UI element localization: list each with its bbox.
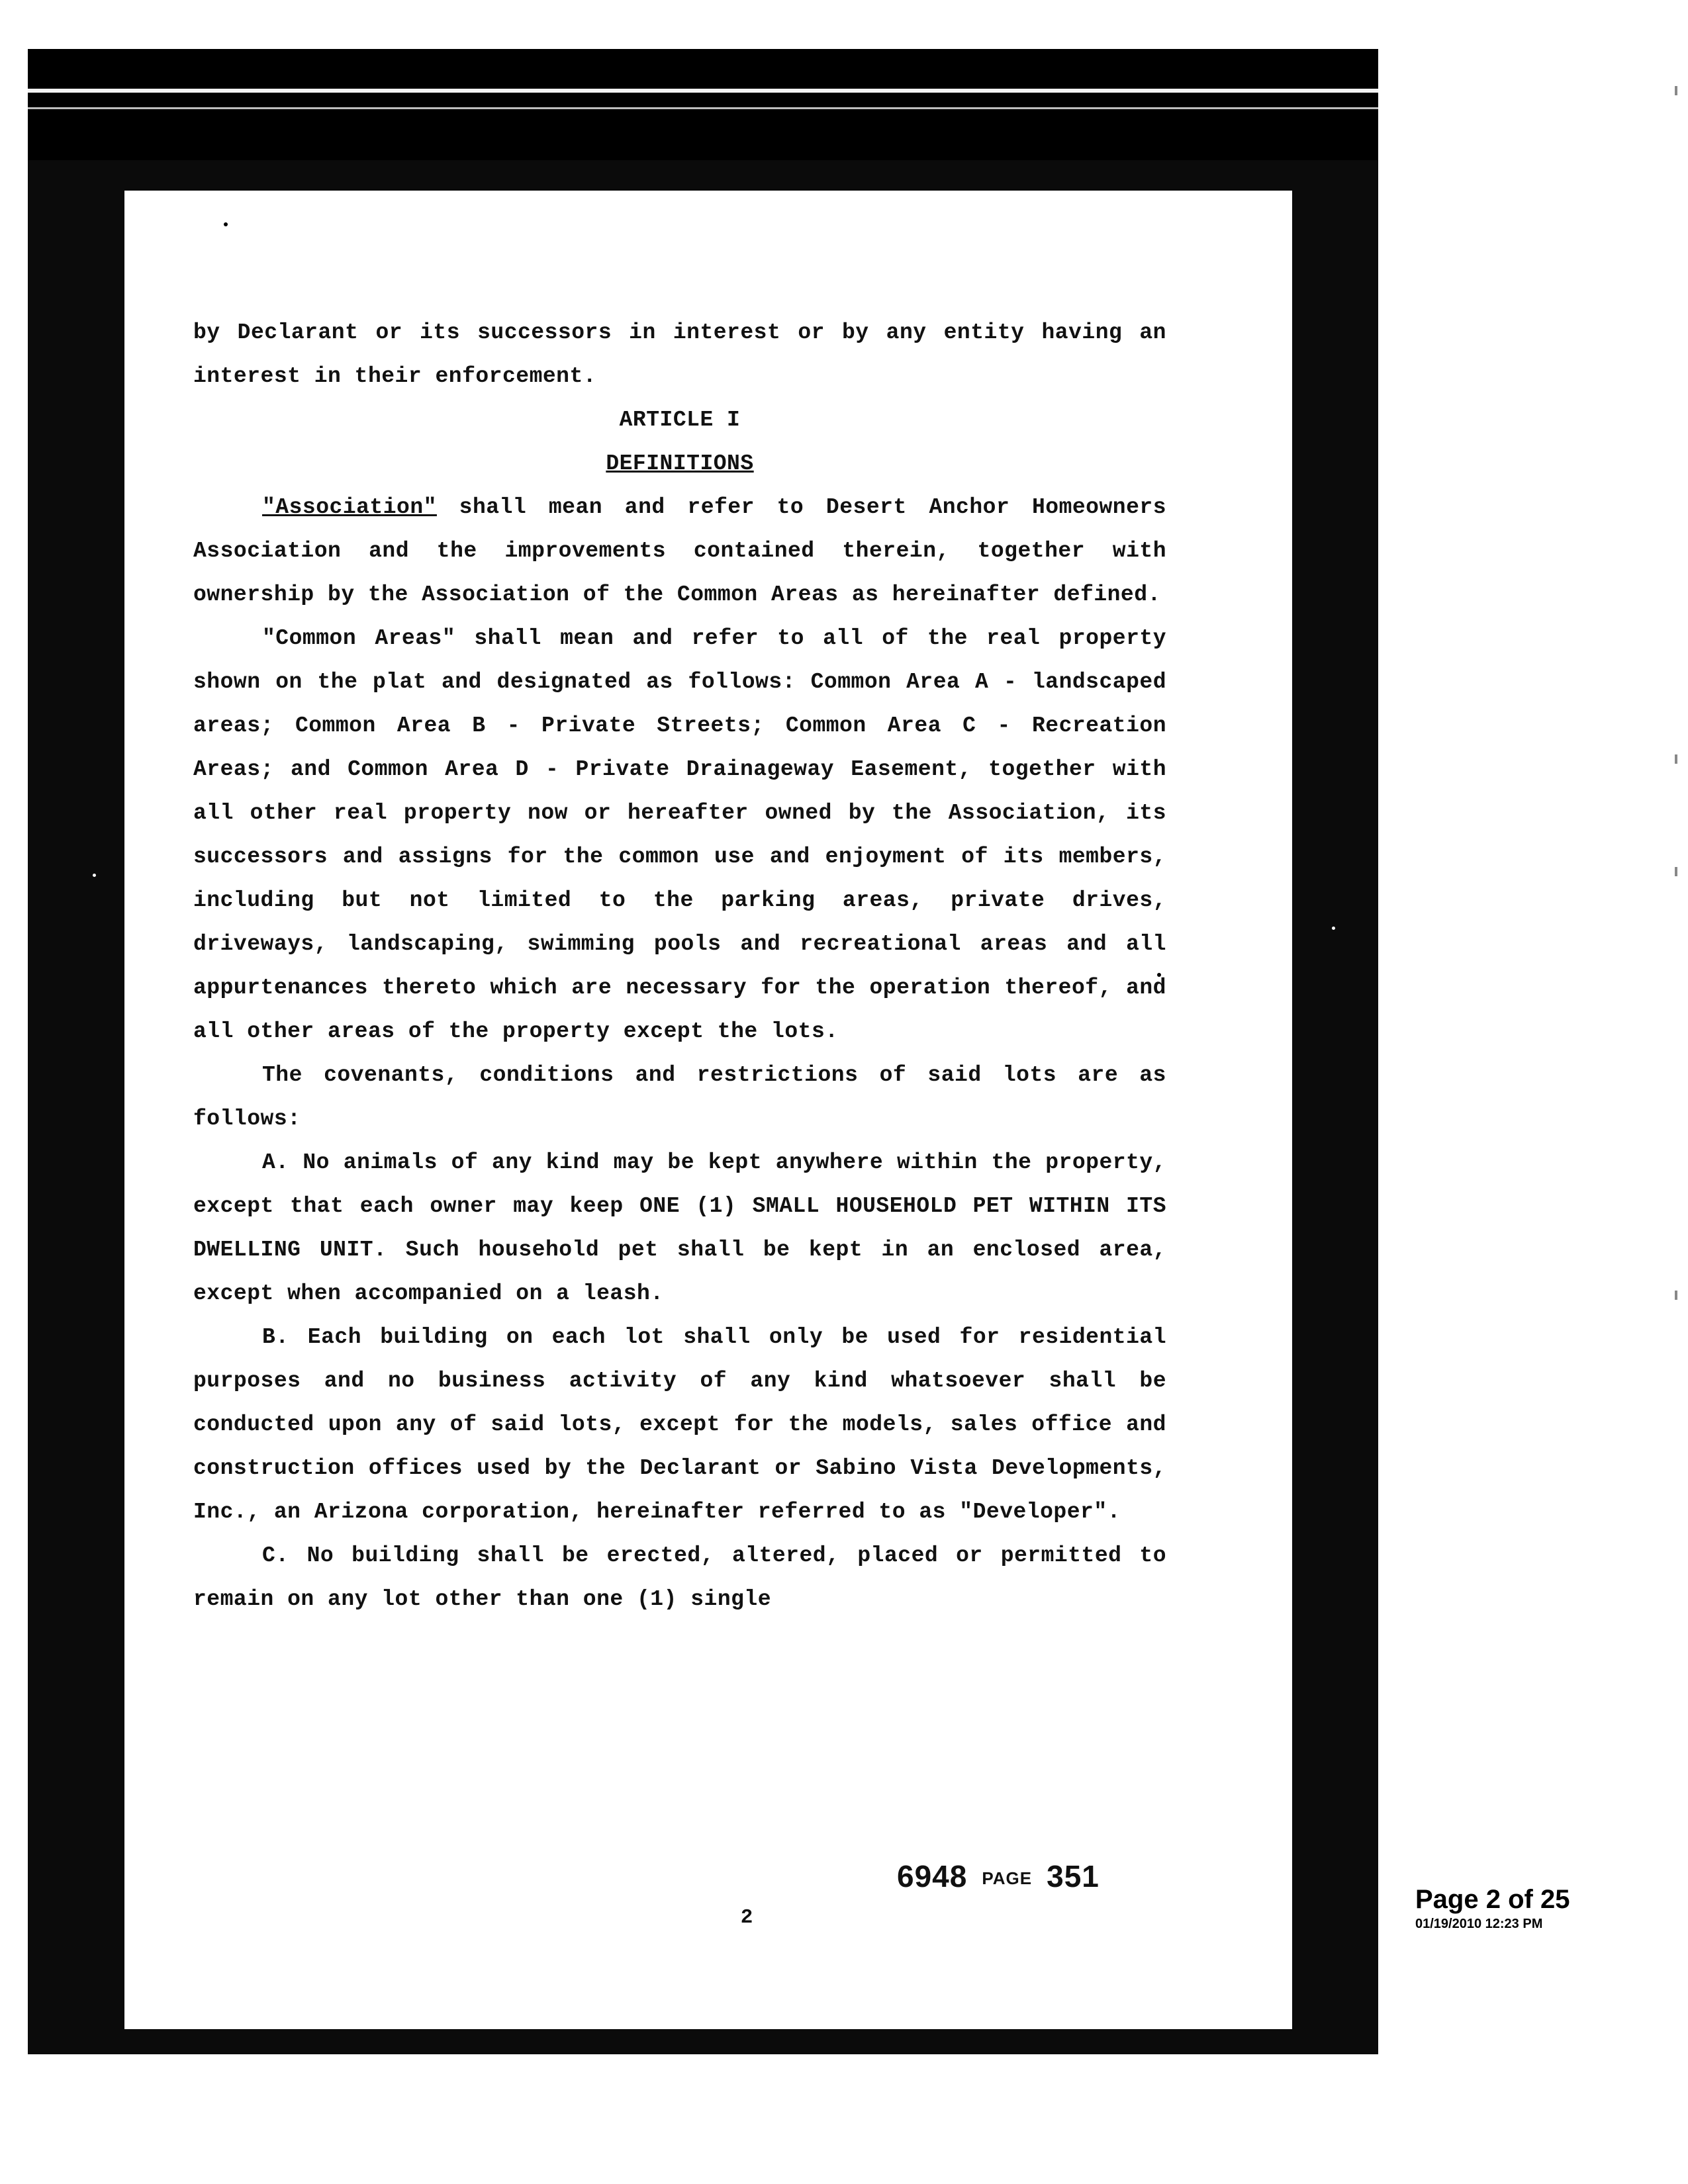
recorder-timestamp: 01/19/2010 12:23 PM — [1415, 1917, 1543, 1931]
edge-mark — [1675, 754, 1677, 764]
scan-top-band — [28, 49, 1378, 160]
association-definition: shall mean and refer to Desert Anchor Homeowners Association and the improvements contained therein, together with ownership by the Association of the Common Areas as hereinafter defined. — [193, 495, 1166, 607]
edge-mark — [1675, 1291, 1677, 1300]
book-number: 6948 — [897, 1859, 968, 1893]
recorder-page-count: Page 2 of 25 — [1415, 1885, 1570, 1914]
scan-line — [28, 107, 1378, 109]
paragraph-b: B. Each building on each lot shall only be used for residential purposes and no business activity of any kind whatsoever shall be conducted upon any of said lots, except for the models, sales office and construction offices used by the Declarant or Sabino Vista Developments, Inc., an Arizona corporation, hereinafter referred to as "Developer". — [193, 1325, 1166, 1524]
definitions-heading-text: DEFINITIONS — [606, 451, 754, 476]
paragraph-association — [193, 486, 1166, 617]
scan-speck — [224, 222, 228, 226]
book-page-label: PAGE — [982, 1868, 1033, 1889]
paragraph-intro: by Declarant or its successors in interest or by any entity having an interest in their enforcement. — [193, 320, 1166, 388]
paragraph-common-areas: "Common Areas" shall mean and refer to all of the real property shown on the plat and designated as follows: Common Area A - landscaped areas; Common Area B - Private Streets; Common Area C - Recreation Areas; and Common Area D - Private Drainageway Easement, together with all other real property now or hereafter owned by the Association, its successors and assigns for the common use and enjoyment of its members, including but not limited to the parking areas, private drives, driveways, landscaping, swimming pools and recreational areas and all appurtenances thereto which are necessary for the operation thereof, and all other areas of the property except the lots. — [193, 626, 1166, 1044]
page-number: 2 — [740, 1906, 753, 1929]
scan-speck — [163, 259, 167, 263]
scan-line — [28, 89, 1378, 93]
paragraph-covenants: The covenants, conditions and restrictions of said lots are as follows: — [193, 1063, 1166, 1131]
document-body — [193, 311, 1166, 1621]
association-term: "Association" — [262, 495, 437, 520]
scan-speck — [93, 874, 96, 877]
scan-speck — [1332, 927, 1335, 930]
paragraph-a: A. No animals of any kind may be kept anywhere within the property, except that each owner may keep ONE (1) SMALL HOUSEHOLD PET WITHIN ITS DWELLING UNIT. Such household pet shall be kept in an enclosed area, except when accompanied on a leash. — [193, 1150, 1166, 1306]
book-page-number: 351 — [1047, 1859, 1100, 1893]
definitions-heading — [193, 442, 1166, 486]
paragraph-c: C. No building shall be erected, altered, placed or permitted to remain on any lot other than one (1) single — [193, 1543, 1166, 1612]
article-heading: ARTICLE I — [619, 408, 741, 432]
edge-mark — [1675, 86, 1677, 95]
edge-mark — [1675, 867, 1677, 876]
book-page-reference — [897, 1858, 1100, 1894]
